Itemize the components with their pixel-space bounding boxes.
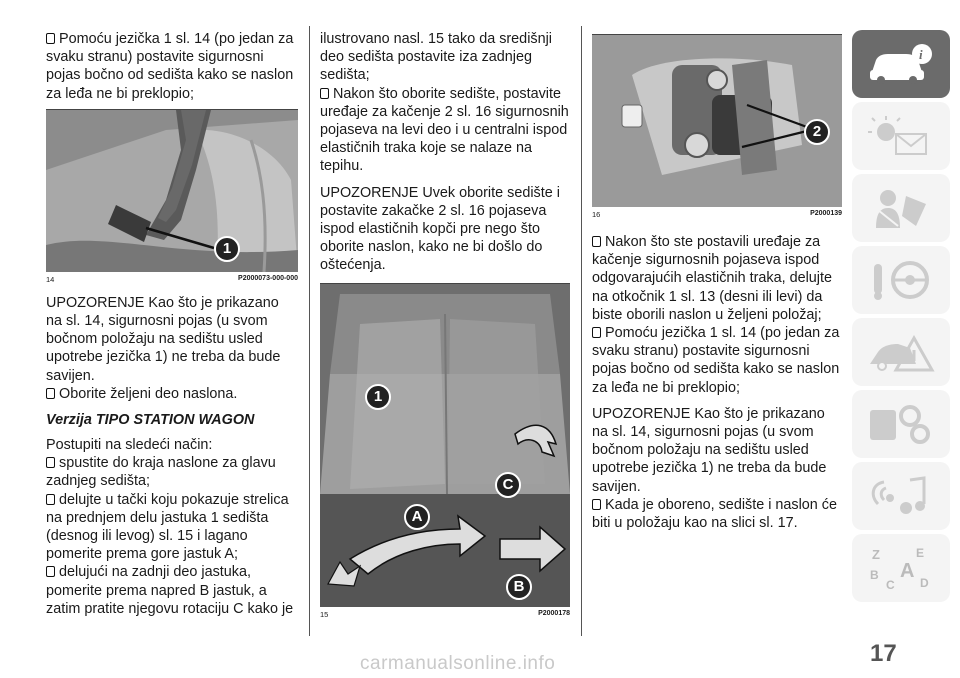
chapter-tab-index[interactable] [852, 534, 950, 602]
checkbox-bullet-icon [592, 327, 601, 338]
chapter-tab-warning-lights[interactable] [852, 102, 950, 170]
continued-paragraph: ilustrovano nasl. 15 tako da središnji deo sedišta postavite iza zadnjeg sedišta; [320, 31, 552, 84]
checkbox-bullet-icon [320, 88, 329, 99]
column-1 [46, 30, 298, 618]
callout-c: C [495, 472, 521, 498]
watermark: carmanualsonline.info [360, 653, 556, 674]
checkbox-bullet-icon [46, 388, 55, 399]
chapter-tab-safety[interactable] [852, 174, 950, 242]
airbag-safety-icon [866, 186, 936, 230]
callout-1: 1 [365, 384, 391, 410]
index-alphabet-icon [866, 543, 936, 593]
instruction-paragraph: delujući na zadnji deo jastuka, pomerite prema napred B jastuk, a zatim pratite njegovu rotaciju C kako je [46, 564, 294, 617]
instruction-paragraph: Kada je oboreno, sedište i naslon će biti u položaju kao na slici sl. 17. [592, 496, 838, 532]
instruction-paragraph: Oborite željeni deo naslona. [46, 385, 298, 403]
chapter-tab-car-info[interactable] [852, 30, 950, 98]
callout-a: A [404, 504, 430, 530]
maintenance-gears-icon [866, 402, 936, 446]
figure-14 [46, 109, 298, 284]
chapter-tab-starting[interactable] [852, 246, 950, 314]
instruction-paragraph: delujte u tački koju pokazuje strelica na prednjem delu jastuka 1 sedišta (desnog ili levog) sl. 15 i lagano pomerite prema gore jastuk A; [46, 491, 289, 563]
chapter-tab-multimedia[interactable] [852, 462, 950, 530]
svg-text:B: B [870, 568, 879, 582]
figure-16 [592, 34, 842, 219]
column-2 [320, 30, 570, 619]
chapter-tab-emergency[interactable] [852, 318, 950, 386]
checkbox-bullet-icon [46, 457, 55, 468]
rear-seat-illustration [320, 284, 570, 607]
emergency-icon [866, 330, 936, 374]
instruction-paragraph: spustite do kraja naslone za glavu zadnjeg sedišta; [46, 455, 276, 490]
section-heading: Verzija TIPO STATION WAGON [46, 412, 255, 429]
checkbox-bullet-icon [46, 566, 55, 577]
figure-code: P2000178 [538, 609, 570, 617]
figure-caption [592, 207, 842, 219]
figure-number: 16 [592, 210, 601, 219]
figure-code: P2000139 [810, 210, 842, 217]
intro-paragraph: Postupiti na sledeći način: [46, 437, 213, 454]
instruction-paragraph: Nakon što oborite sedište, postavite uređaje za kačenje 2 sl. 16 sigurnosnih pojaseva na levi deo i u centralni ispod elastičnih traka koje se nalaze na tepihu. [320, 85, 569, 175]
checkbox-bullet-icon [46, 494, 55, 505]
instruction-paragraph: Pomoću jezička 1 sl. 14 (po jedan za svaku stranu) postavite sigurnosni pojas bočno od sedišta kako se naslon za leđa ne bi preklopio; [46, 31, 294, 102]
belt-hooks-photo [592, 35, 842, 207]
figure-code: P2000073-000-000 [238, 274, 298, 282]
seatbelt-photo [46, 110, 298, 272]
callout-2: 2 [804, 119, 830, 145]
warning-paragraph: UPOZORENJE Kao što je prikazano na sl. 14, sigurnosni pojas (u svom bočnom položaju na sedištu usled upotrebe jezička 1) ne treba da bude savijen. [46, 294, 281, 384]
steering-key-icon [866, 258, 936, 302]
warning-lights-icon [866, 114, 936, 158]
belt-hooks-illustration [592, 35, 842, 207]
warning-paragraph: UPOZORENJE Uvek oborite sedište i postavite zakačke 2 sl. 16 pojaseva ispod elastičnih kopči pre nego što oborite naslon, kako ne bi došlo do oštećenja. [320, 184, 560, 274]
svg-text:E: E [916, 546, 925, 560]
warning-paragraph: UPOZORENJE Kao što je prikazano na sl. 14, sigurnosni pojas (u svom bočnom položaju na sedištu usled upotrebe jezička 1) ne treba da bude savijen. [592, 405, 827, 495]
svg-text:C: C [886, 578, 895, 592]
instruction-paragraph: Nakon što ste postavili uređaje za kačenje sigurnosnih pojaseva ispod odgovarajućih elastičnih traka, delujte na otkočnik 1 sl. 13 (desni ili levi) da biste oborili naslon u željeni položaj; [592, 234, 832, 323]
checkbox-bullet-icon [592, 236, 601, 247]
callout-1: 1 [214, 236, 240, 262]
column-divider-1 [309, 26, 310, 636]
seatbelt-illustration [46, 110, 298, 272]
svg-text:i: i [919, 47, 923, 62]
figure-caption [320, 607, 570, 619]
multimedia-icon [866, 474, 936, 518]
svg-text:Z: Z [872, 547, 880, 562]
column-3 [592, 30, 842, 532]
figure-number: 14 [46, 274, 55, 284]
column-divider-2 [581, 26, 582, 636]
instruction-paragraph: Pomoću jezička 1 sl. 14 (po jedan za svaku stranu) postavite sigurnosni pojas bočno od sedišta kako se naslon za leđa ne bi preklopio; [592, 325, 840, 396]
figure-number: 15 [320, 609, 329, 619]
chapter-tab-maintenance[interactable] [852, 390, 950, 458]
callout-b: B [506, 574, 532, 600]
checkbox-bullet-icon [592, 499, 601, 510]
svg-text:D: D [920, 576, 929, 590]
page-number: 17 [870, 640, 897, 667]
checkbox-bullet-icon [46, 33, 55, 44]
rear-seat-photo [320, 284, 570, 607]
figure-caption [46, 272, 298, 284]
figure-15 [320, 283, 570, 619]
car-info-icon [866, 42, 936, 86]
svg-text:A: A [900, 560, 915, 582]
